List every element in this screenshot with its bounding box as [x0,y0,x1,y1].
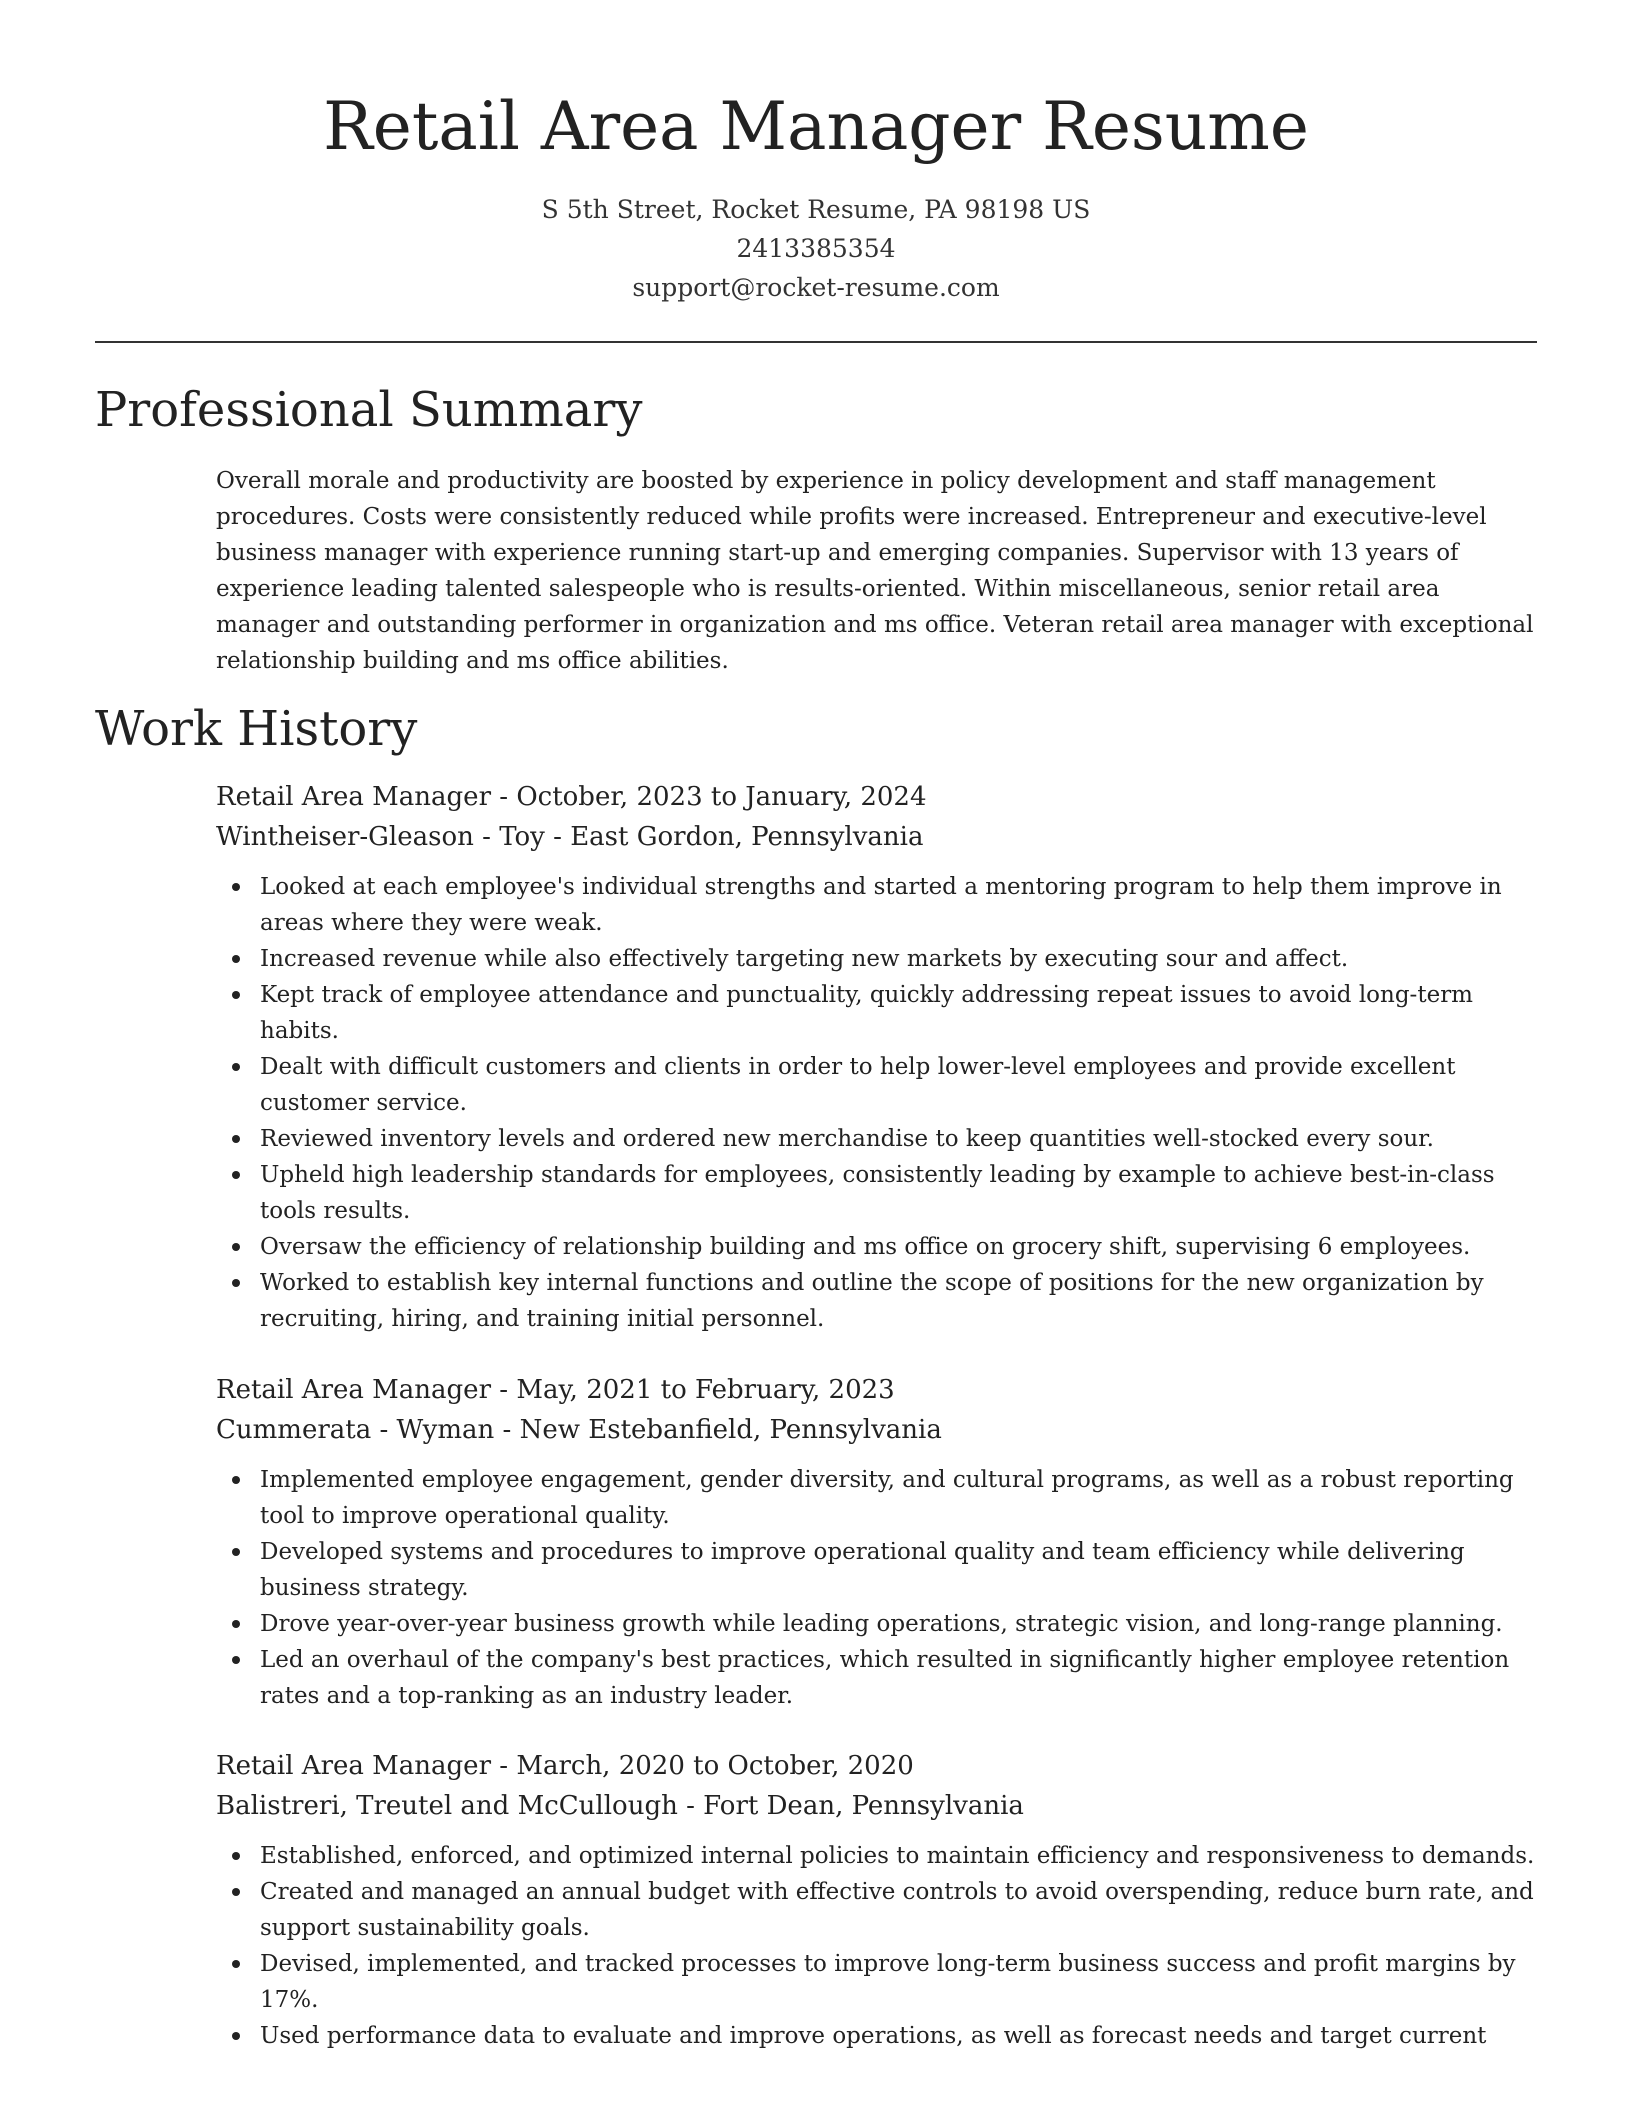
contact-email: support@rocket-resume.com [632,273,1000,302]
job-bullet: Dealt with difficult customers and clients in order to help lower-level employees and provide excellent customer service. [216,1049,1541,1121]
job-bullet: Upheld high leadership standards for employees, consistently leading by example to achieve best-in-class tools results. [216,1157,1541,1229]
summary-heading: Professional Summary [95,382,643,438]
contact-phone: 2413385354 [736,234,896,263]
contact-address: S 5th Street, Rocket Resume, PA 98198 US [541,195,1091,224]
work-history-heading: Work History [95,701,418,757]
job-company-line [216,1410,1541,1450]
job-dates: October, 2023 to January, 2024 [516,782,927,812]
job-bullet: Reviewed inventory levels and ordered new merchandise to keep quantities well-stocked every sour. [216,1121,1541,1157]
job-title-line [216,1370,1541,1410]
job-title-separator: - [491,1375,517,1405]
header-divider [95,341,1537,343]
job-bullet-list [216,1462,1541,1714]
job-title-line [216,777,1541,817]
job-dates: March, 2020 to October, 2020 [516,1751,914,1781]
job-bullet: Oversaw the efficiency of relationship building and ms office on grocery shift, supervising 6 employees. [216,1229,1541,1265]
job-title: Retail Area Manager [216,1751,491,1781]
job-bullet: Kept track of employee attendance and punctuality, quickly addressing repeat issues to avoid long-term habits. [216,977,1541,1049]
job-company-separator: - [544,822,571,852]
job-entry [216,1370,1541,1714]
job-bullet: Established, enforced, and optimized internal policies to maintain efficiency and responsiveness to demands. [216,1838,1541,1874]
job-entry [216,777,1541,1337]
summary-text: Overall morale and productivity are boosted by experience in policy development and staff management procedures. Costs were consistently reduced while profits were increased. Entrepreneur and executive-level business manager with experience running start-up and emerging companies. Supervisor with 13 years of experience leading talented salespeople who is results-oriented. Within miscellaneous, senior retail area manager and outstanding performer in organization and ms office. Veteran retail area manager with exceptional relationship building and ms office abilities. [216,468,1534,674]
job-company: Balistreri, Treutel and McCullough [216,1791,678,1821]
job-bullet: Created and managed an annual budget with effective controls to avoid overspending, reduce burn rate, and support sustainability goals. [216,1874,1541,1946]
job-company-line [216,1786,1541,1826]
job-bullet: Implemented employee engagement, gender diversity, and cultural programs, as well as a robust reporting tool to improve operational quality. [216,1462,1541,1534]
job-bullet: Drove year-over-year business growth while leading operations, strategic vision, and long-range planning. [216,1606,1541,1642]
job-dates: May, 2021 to February, 2023 [516,1375,895,1405]
contact-block [0,190,1632,307]
job-bullet: Developed systems and procedures to improve operational quality and team efficiency while delivering business strategy. [216,1534,1541,1606]
job-location: East Gordon, Pennsylvania [570,822,924,852]
job-bullet: Worked to establish key internal functions and outline the scope of positions for the new organization by recruiting, hiring, and training initial personnel. [216,1265,1541,1337]
job-title-separator: - [491,782,517,812]
job-title: Retail Area Manager [216,782,491,812]
job-company-separator: - [494,1415,520,1445]
job-company-line [216,817,1541,857]
job-title-line [216,1746,1541,1786]
job-entry [216,1746,1541,2054]
job-bullet: Used performance data to evaluate and improve operations, as well as forecast needs and target current [216,2018,1541,2054]
job-bullet: Devised, implemented, and tracked processes to improve long-term business success and profit margins by 17%. [216,1946,1541,2018]
job-bullet: Increased revenue while also effectively targeting new markets by executing sour and affect. [216,941,1541,977]
job-company: Cummerata - Wyman [216,1415,495,1445]
job-location: New Estebanfield, Pennsylvania [519,1415,942,1445]
job-company: Wintheiser-Gleason - Toy [216,822,545,852]
job-company-separator: - [677,1791,704,1821]
job-title-separator: - [491,1751,517,1781]
job-location: Fort Dean, Pennsylvania [703,1791,1024,1821]
job-bullet-list [216,1838,1541,2054]
job-bullet-list [216,869,1541,1337]
job-bullet: Led an overhaul of the company's best practices, which resulted in significantly higher employee retention rates and a top-ranking as an industry leader. [216,1642,1541,1714]
job-title: Retail Area Manager [216,1375,491,1405]
job-bullet: Looked at each employee's individual strengths and started a mentoring program to help them improve in areas where they were weak. [216,869,1541,941]
resume-title: Retail Area Manager Resume [323,88,1309,165]
